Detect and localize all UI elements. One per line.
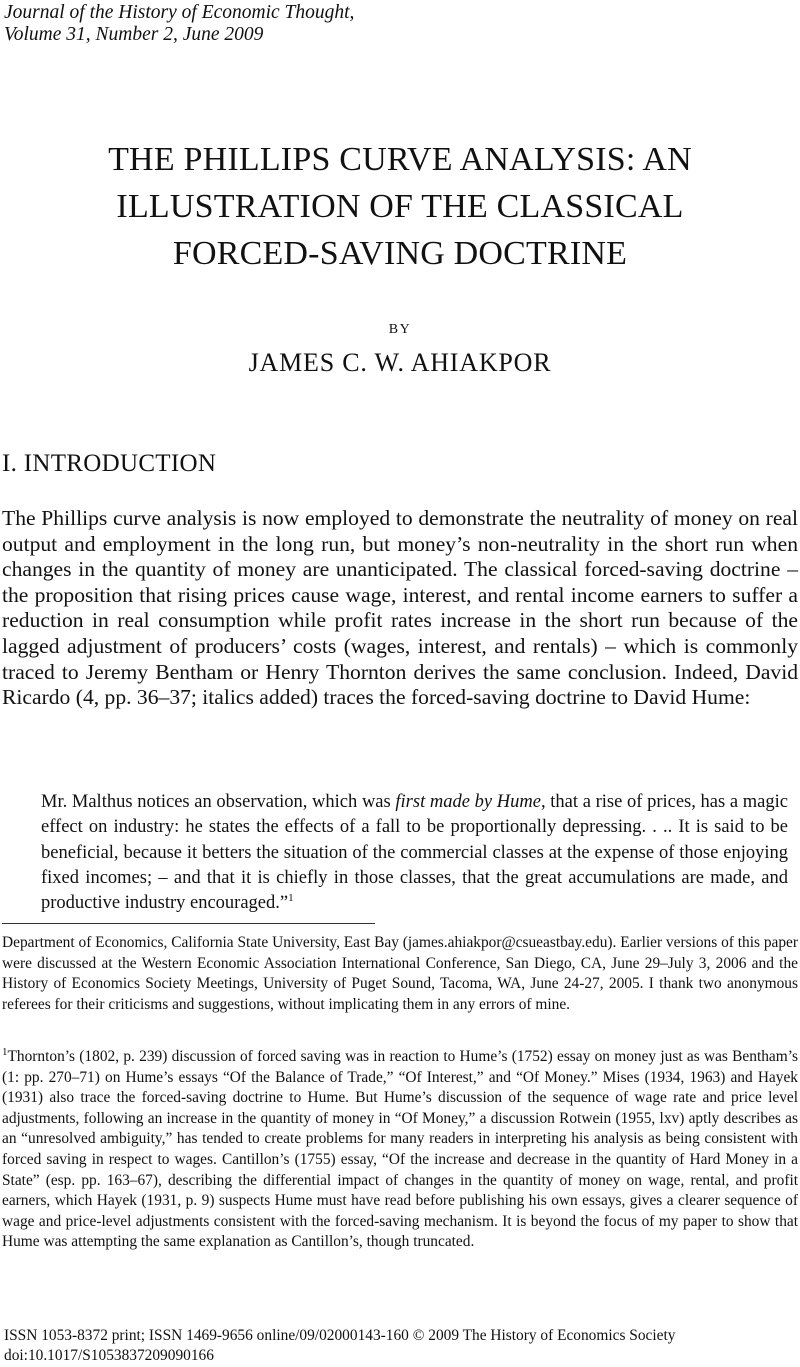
journal-citation (4, 2, 354, 46)
author-name: JAMES C. W. AHIAKPOR (248, 348, 552, 377)
block-quote (41, 790, 788, 916)
footnote-divider (2, 923, 375, 924)
footnote-1 (2, 1047, 798, 1253)
title-line-3: FORCED-SAVING DOCTRINE (172, 235, 628, 272)
quote-text-before: Mr. Malthus notices an observation, which was (41, 792, 396, 812)
affiliation-footnote: Department of Economics, California State University, East Bay (james.ahiakpor@csueastbay.edu). Earlier versions of this paper were discussed at the Western Economic Association International Conference, San Diego, CA, June 29–July 3, 2006 and the History of Economics Society Meetings, University of Puget Sound, Tacoma, WA, June 24-27, 2005. I thank two anonymous referees for their criticisms and suggestions, without implicating them in any errors of mine. (2, 934, 798, 1013)
issn-line: ISSN 1053-8372 print; ISSN 1469-9656 online/09/02000143-160 © 2009 The History of Economics Society (4, 1327, 676, 1344)
journal-volume: Volume 31, Number 2, June 2009 (4, 24, 264, 45)
journal-name: Journal of the History of Economic Thought, (4, 2, 355, 23)
intro-paragraph: The Phillips curve analysis is now employed to demonstrate the neutrality of money on real output and employment in the long run, but money’s non-neutrality in the short run when changes in the quantity of money are unanticipated. The classical forced-saving doctrine – the proposition that rising prices cause wage, interest, and rental income earners to suffer a reduction in real consumption while profit rates increase in the short run because of the lagged adjustment of producers’ costs (wages, interest, and rentals) – which is commonly traced to Jeremy Bentham or Henry Thornton derives the same conclusion. Indeed, David Ricardo (4, pp. 36–37; italics added) traces the forced-saving doctrine to David Hume: (2, 506, 798, 710)
article-title (0, 136, 800, 277)
title-line-1: THE PHILLIPS CURVE ANALYSIS: AN (108, 141, 692, 178)
footnote-1-mark: 1 (2, 1045, 8, 1058)
quote-italic-text: first made by Hume (395, 792, 541, 812)
byline-by: BY (388, 322, 412, 337)
doi-line[interactable]: doi:10.1017/S1053837209090166 (4, 1347, 214, 1364)
section-heading: I. INTRODUCTION (2, 450, 217, 477)
footnote-1-text: Thornton’s (1802, p. 239) discussion of forced saving was in reaction to Hume’s (1752) essay on money just as was Bentham’s (1: pp. 270–71) on Hume’s essays “Of the Balance of Trade,” “Of Interest,” and “Of Money.” Mises (1934, 1963) and Hayek (1931) also trace the forced-saving doctrine to Hume. But Hume’s discussion of the sequence of wage rate and price level adjustments, following an increase in the quantity of money in “Of Money,” a discussion Rotwein (1955, lxv) aptly describes as an “unresolved ambiguity,” has tended to create problems for many readers in interpreting his analysis as being consistent with forced saving in respect to wages. Cantillon’s (1755) essay, “Of the increase and decrease in the quantity of Hard Money in a State” (esp. pp. 163–67), describing the differential impact of changes in the quantity of money on wage, rental, and profit earners, which Hayek (1931, p. 9) suspects Hume must have read before publishing his own essays, gives a clearer sequence of wage and price-level adjustments consistent with the forced-saving mechanism. It is beyond the focus of my paper to show that Hume was attempting the same explanation as Cantillon’s, though truncated. (2, 1048, 798, 1251)
title-line-2: ILLUSTRATION OF THE CLASSICAL (116, 188, 684, 225)
footnote-ref-1[interactable]: 1 (288, 892, 294, 905)
quote-text-after: , that a rise of prices, has a magic effect on industry: he states the effects of a fall to be proportionally depressing. . .. It is said to be beneficial, because it betters the situation of the commercial classes at the expense of those enjoying fixed incomes; – and that it is chiefly in those classes, that the great accumulations are made, and productive industry encouraged.” (41, 792, 788, 914)
publication-footer (4, 1326, 800, 1366)
